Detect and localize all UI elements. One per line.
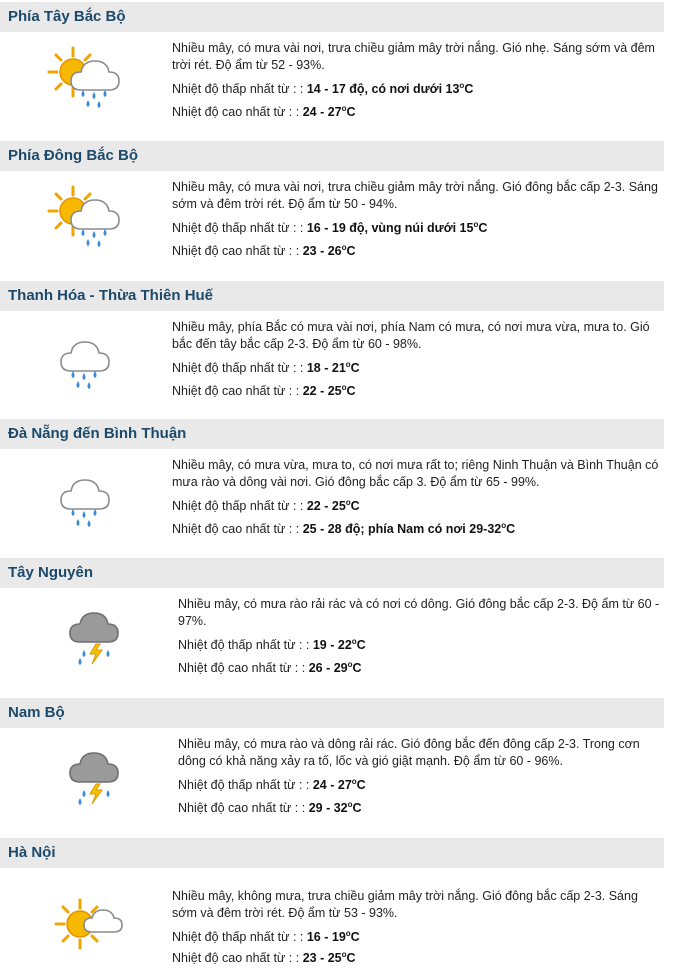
temp-unit: C — [478, 221, 488, 235]
temp-unit: C — [346, 105, 356, 119]
high-temp-label: Nhiệt độ cao nhất từ : : — [172, 384, 300, 398]
temp-unit: C — [346, 244, 356, 258]
low-temp-label: Nhiệt độ thấp nhất từ : : — [172, 499, 304, 513]
low-temperature — [172, 499, 360, 513]
region-title: Phía Tây Bắc Bộ — [0, 2, 664, 32]
temp-unit: C — [346, 384, 356, 398]
high-temperature — [172, 384, 356, 398]
region-phia-dong-bac-bo — [0, 141, 664, 271]
region-thanh-hoa-thua-thien-hue — [0, 281, 664, 411]
high-temperature — [178, 661, 362, 675]
region-da-nang-den-binh-thuan — [0, 419, 664, 549]
degree-symbol: o — [345, 359, 351, 369]
high-temp-label: Nhiệt độ cao nhất từ : : — [172, 244, 300, 258]
low-temp-value: 19 - 22 — [312, 638, 352, 652]
degree-symbol: o — [501, 520, 507, 530]
rain-cloud-icon — [45, 317, 129, 397]
low-temp-label: Nhiệt độ thấp nhất từ : : — [172, 361, 304, 375]
high-temperature — [172, 951, 356, 965]
high-temperature — [172, 244, 356, 258]
high-temp-value: 23 - 25 — [302, 951, 342, 965]
region-title: Nam Bộ — [0, 698, 664, 728]
partly-cloudy-icon — [52, 886, 136, 966]
degree-symbol: o — [341, 103, 347, 113]
partly-sunny-rain-icon — [45, 38, 129, 118]
high-temp-label: Nhiệt độ cao nhất từ : : — [172, 951, 300, 965]
low-temperature — [178, 778, 366, 792]
high-temp-label: Nhiệt độ cao nhất từ : : — [178, 801, 306, 815]
degree-symbol: o — [345, 497, 351, 507]
weather-description: Nhiều mây, có mưa rào rải rác và có nơi có dông. Gió đông bắc cấp 2-3. Độ ẩm từ 60 - 97%. — [178, 597, 660, 628]
high-temp-value: 22 - 25 — [302, 384, 342, 398]
degree-symbol: o — [347, 659, 353, 669]
temp-unit: C — [356, 638, 366, 652]
degree-symbol: o — [341, 242, 347, 252]
low-temp-label: Nhiệt độ thấp nhất từ : : — [178, 638, 310, 652]
low-temp-value: 22 - 25 — [306, 499, 346, 513]
region-title: Hà Nội — [0, 838, 664, 868]
weather-description: Nhiều mây, có mưa vài nơi, trưa chiều giảm mây trời nắng. Gió đông bắc cấp 2-3. Sáng sớm và đêm trời rét. Độ ẩm từ 50 - 94%. — [172, 180, 658, 211]
region-title: Đà Nẵng đến Bình Thuận — [0, 419, 664, 449]
temp-unit: C — [350, 930, 360, 944]
degree-symbol: o — [351, 776, 357, 786]
high-temp-label: Nhiệt độ cao nhất từ : : — [172, 522, 300, 536]
region-title: Tây Nguyên — [0, 558, 664, 588]
degree-symbol: o — [341, 949, 347, 959]
temp-unit: C — [350, 499, 360, 513]
rain-cloud-icon — [45, 455, 129, 535]
degree-symbol: o — [459, 80, 465, 90]
low-temperature — [172, 82, 473, 96]
high-temperature — [178, 801, 362, 815]
temp-unit: C — [352, 661, 362, 675]
partly-sunny-rain-icon — [45, 177, 129, 257]
low-temp-label: Nhiệt độ thấp nhất từ : : — [172, 930, 304, 944]
weather-description: Nhiều mây, có mưa vài nơi, trưa chiều giảm mây trời nắng. Gió nhẹ. Sáng sớm và đêm trời rét. Độ ẩm từ 52 - 93%. — [172, 41, 655, 72]
low-temp-label: Nhiệt độ thấp nhất từ : : — [172, 221, 304, 235]
high-temp-value: 26 - 29 — [308, 661, 348, 675]
weather-description: Nhiều mây, có mưa rào và dông rải rác. Gió đông bắc đến đông cấp 2-3. Trong cơn dông có khả năng xảy ra tố, lốc và gió giật mạnh. Độ ẩm từ 60 - 96%. — [178, 737, 640, 768]
region-ha-noi — [0, 838, 664, 980]
region-nam-bo — [0, 698, 664, 828]
thunderstorm-icon — [52, 592, 136, 672]
high-temp-value: 24 - 27 — [302, 105, 342, 119]
thunderstorm-icon — [52, 732, 136, 812]
region-phia-tay-bac-bo — [0, 2, 664, 132]
high-temp-value: 29 - 32 — [308, 801, 348, 815]
weather-description: Nhiều mây, có mưa vừa, mưa to, có nơi mưa rất to; riêng Ninh Thuận và Bình Thuận có mưa rào và dông vài nơi. Gió đông bắc cấp 3. Độ ẩm từ 65 - 99%. — [172, 458, 659, 489]
high-temp-value: 23 - 26 — [302, 244, 342, 258]
high-temp-label: Nhiệt độ cao nhất từ : : — [172, 105, 300, 119]
degree-symbol: o — [473, 219, 479, 229]
degree-symbol: o — [351, 636, 357, 646]
degree-symbol: o — [347, 799, 353, 809]
temp-unit: C — [356, 778, 366, 792]
low-temp-label: Nhiệt độ thấp nhất từ : : — [178, 778, 310, 792]
degree-symbol: o — [345, 928, 351, 938]
low-temperature — [172, 361, 360, 375]
weather-description: Nhiều mây, phía Bắc có mưa vài nơi, phía Nam có mưa, có nơi mưa vừa, mưa to. Gió bắc đến tây bắc cấp 2-3. Độ ẩm từ 60 - 98%. — [172, 320, 650, 351]
degree-symbol: o — [341, 382, 347, 392]
low-temperature — [178, 638, 366, 652]
temp-unit: C — [464, 82, 474, 96]
region-title: Thanh Hóa - Thừa Thiên Huế — [0, 281, 664, 311]
temp-unit: C — [506, 522, 516, 536]
low-temp-label: Nhiệt độ thấp nhất từ : : — [172, 82, 304, 96]
temp-unit: C — [350, 361, 360, 375]
region-title: Phía Đông Bắc Bộ — [0, 141, 664, 171]
weather-description: Nhiều mây, không mưa, trưa chiều giảm mây trời nắng. Gió đông bắc cấp 2-3. Sáng sớm và đêm trời rét. Độ ẩm từ 53 - 93%. — [172, 889, 638, 920]
temp-unit: C — [352, 801, 362, 815]
low-temp-value: 16 - 19 độ, vùng núi dưới 15 — [306, 221, 474, 235]
high-temp-value: 25 - 28 độ; phía Nam có nơi 29-32 — [302, 522, 502, 536]
high-temp-label: Nhiệt độ cao nhất từ : : — [178, 661, 306, 675]
temp-unit: C — [346, 951, 356, 965]
low-temperature — [172, 221, 487, 235]
low-temp-value: 14 - 17 độ, có nơi dưới 13 — [306, 82, 460, 96]
region-tay-nguyen — [0, 558, 664, 688]
high-temperature — [172, 105, 356, 119]
low-temp-value: 18 - 21 — [306, 361, 346, 375]
low-temperature — [172, 930, 360, 944]
low-temp-value: 16 - 19 — [306, 930, 346, 944]
low-temp-value: 24 - 27 — [312, 778, 352, 792]
high-temperature — [172, 522, 515, 536]
